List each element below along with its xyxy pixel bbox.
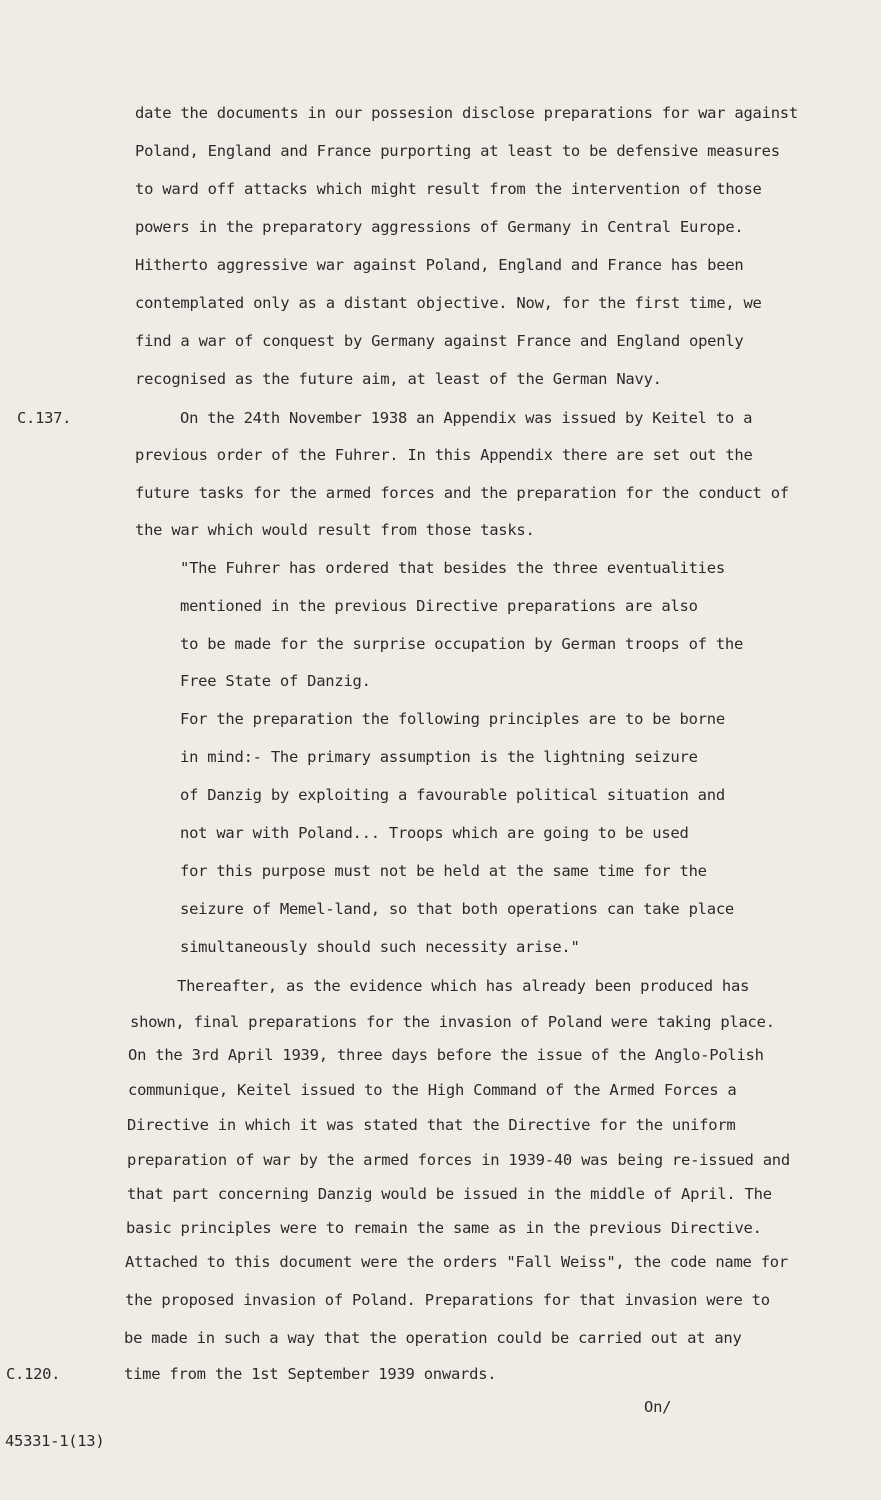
quote-line: in mind:- The primary assumption is the lightning seizure	[180, 748, 698, 766]
quote-line: For the preparation the following principles are to be borne	[180, 710, 725, 728]
text-line: Thereafter, as the evidence which has already been produced has	[177, 977, 750, 995]
text-line: Attached to this document were the orders "Fall Weiss", the code name for	[125, 1253, 788, 1271]
text-line: communique, Keitel issued to the High Command of the Armed Forces a	[128, 1081, 737, 1099]
text-line: recognised as the future aim, at least of the German Navy.	[135, 370, 662, 388]
text-line: basic principles were to remain the same as in the previous Directive.	[126, 1219, 762, 1237]
text-line: that part concerning Danzig would be issued in the middle of April. The	[127, 1185, 772, 1203]
text-line: the proposed invasion of Poland. Preparations for that invasion were to	[125, 1291, 770, 1309]
quote-line: mentioned in the previous Directive preparations are also	[180, 597, 698, 615]
text-line: time from the 1st September 1939 onwards.	[124, 1365, 497, 1383]
quote-line: not war with Poland... Troops which are going to be used	[180, 824, 689, 842]
document-number: 45331-1(13)	[5, 1432, 105, 1450]
margin-reference: C.137.	[17, 409, 72, 427]
text-line: On the 3rd April 1939, three days before the issue of the Anglo-Polish	[128, 1046, 764, 1064]
text-line: Poland, England and France purporting at least to be defensive measures	[135, 142, 780, 160]
text-line: previous order of the Fuhrer. In this Appendix there are set out the	[135, 446, 753, 464]
margin-reference: C.120.	[6, 1365, 61, 1383]
text-line: powers in the preparatory aggressions of Germany in Central Europe.	[135, 218, 744, 236]
text-line: find a war of conquest by Germany against France and England openly	[135, 332, 744, 350]
text-line: to ward off attacks which might result from the intervention of those	[135, 180, 762, 198]
text-line: Hitherto aggressive war against Poland, England and France has been	[135, 256, 744, 274]
text-line: be made in such a way that the operation could be carried out at any	[124, 1329, 742, 1347]
text-line: On the 24th November 1938 an Appendix was issued by Keitel to a	[180, 409, 753, 427]
text-line: the war which would result from those tasks.	[135, 521, 535, 539]
quote-line: "The Fuhrer has ordered that besides the three eventualities	[180, 559, 725, 577]
quote-line: to be made for the surprise occupation by German troops of the	[180, 635, 744, 653]
text-line: date the documents in our possesion disclose preparations for war against	[135, 104, 798, 122]
text-line: contemplated only as a distant objective. Now, for the first time, we	[135, 294, 762, 312]
text-line: preparation of war by the armed forces in 1939-40 was being re-issued and	[127, 1151, 790, 1169]
text-line: Directive in which it was stated that the Directive for the uniform	[127, 1116, 736, 1134]
quote-line: of Danzig by exploiting a favourable political situation and	[180, 786, 725, 804]
quote-line: simultaneously should such necessity arise."	[180, 938, 580, 956]
quote-line: Free State of Danzig.	[180, 672, 371, 690]
quote-line: seizure of Memel-land, so that both operations can take place	[180, 900, 734, 918]
quote-line: for this purpose must not be held at the same time for the	[180, 862, 707, 880]
text-line: future tasks for the armed forces and the preparation for the conduct of	[135, 484, 789, 502]
text-line: shown, final preparations for the invasion of Poland were taking place.	[130, 1013, 775, 1031]
catchword: On/	[644, 1398, 672, 1416]
